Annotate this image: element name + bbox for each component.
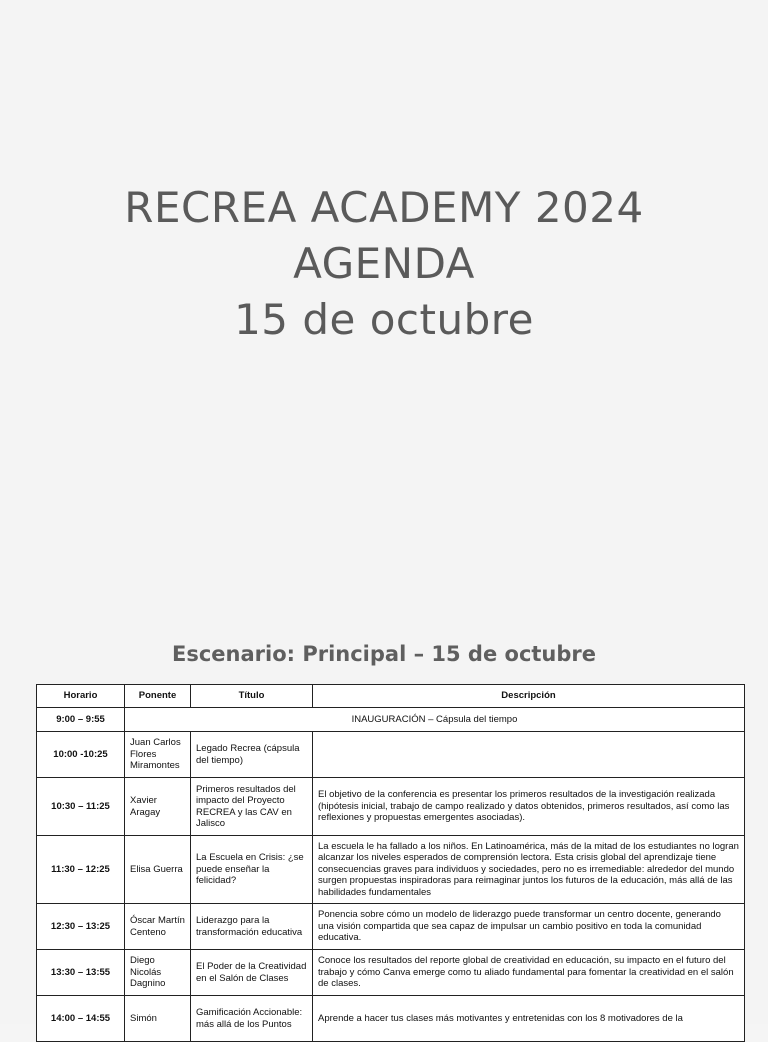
title-cell: Liderazgo para la transformación educativa: [191, 904, 313, 950]
time-cell: 11:30 – 12:25: [37, 836, 125, 904]
column-header-description: Descripción: [313, 685, 745, 708]
speaker-cell: Simón: [125, 996, 191, 1042]
title-cell: Gamificación Accionable: más allá de los Puntos: [191, 996, 313, 1042]
time-cell: 10:30 – 11:25: [37, 778, 125, 836]
stage-heading: Escenario: Principal – 15 de octubre: [171, 642, 597, 666]
description-cell: La escuela le ha fallado a los niños. En Latinoamérica, más de la mitad de los estudiantes no logran alcanzar los niveles esperados de comprensión lectora. Esta crisis global del aprendizaje tiene consecuencias graves para individuos y sociedades, pero no es irremediable: alrededor del mundo surgen propuestas inspiradoras para reimaginar juntos los futuros de la educación, más allá de las habilidades fundamentales: [313, 836, 745, 904]
table-row: [37, 950, 745, 996]
agenda-title: AGENDA: [293, 239, 475, 288]
table-row: [37, 778, 745, 836]
opening-cell: INAUGURACIÓN – Cápsula del tiempo: [125, 708, 745, 732]
time-cell: 10:00 -10:25: [37, 732, 125, 778]
column-header-time: Horario: [37, 685, 125, 708]
agenda-date: 15 de octubre: [234, 295, 534, 344]
description-cell: [313, 732, 745, 778]
description-cell: Conoce los resultados del reporte global de creatividad en educación, su impacto en el futuro del trabajo y cómo Canva emerge como tu aliado fundamental para fomentar la creatividad en el salón de clases.: [313, 950, 745, 996]
time-cell: 14:00 – 14:55: [37, 996, 125, 1042]
speaker-cell: Juan Carlos Flores Miramontes: [125, 732, 191, 778]
table-header-row: [37, 685, 745, 708]
table-row: [37, 996, 745, 1042]
time-cell: 13:30 – 13:55: [37, 950, 125, 996]
time-cell: 9:00 – 9:55: [37, 708, 125, 732]
description-cell: Ponencia sobre cómo un modelo de liderazgo puede transformar un centro docente, generando una visión compartida que sea capaz de impulsar un cambio positivo en toda la comunidad educativa.: [313, 904, 745, 950]
title-cell: La Escuela en Crisis: ¿se puede enseñar la felicidad?: [191, 836, 313, 904]
title-cell: Primeros resultados del impacto del Proyecto RECREA y las CAV en Jalisco: [191, 778, 313, 836]
speaker-cell: Elisa Guerra: [125, 836, 191, 904]
speaker-cell: Óscar Martín Centeno: [125, 904, 191, 950]
event-title: RECREA ACADEMY 2024: [124, 183, 644, 232]
description-cell: El objetivo de la conferencia es presentar los primeros resultados de la investigación realizada (hipótesis inicial, trabajo de campo realizado y datos obtenidos, primeros resultados, así como las reflexiones y propuestas emergentes asociadas).: [313, 778, 745, 836]
speaker-cell: Diego Nicolás Dagnino: [125, 950, 191, 996]
title-cell: El Poder de la Creatividad en el Salón de Clases: [191, 950, 313, 996]
title-cell: Legado Recrea (cápsula del tiempo): [191, 732, 313, 778]
table-row: [37, 836, 745, 904]
time-cell: 12:30 – 13:25: [37, 904, 125, 950]
table-row: [37, 904, 745, 950]
agenda-table: [36, 684, 745, 1042]
table-row: [37, 732, 745, 778]
column-header-title: Título: [191, 685, 313, 708]
column-header-speaker: Ponente: [125, 685, 191, 708]
description-cell: Aprende a hacer tus clases más motivantes y entretenidas con los 8 motivadores de la: [313, 996, 745, 1042]
document-title: [0, 180, 768, 348]
table-row: [37, 708, 745, 732]
speaker-cell: Xavier Aragay: [125, 778, 191, 836]
